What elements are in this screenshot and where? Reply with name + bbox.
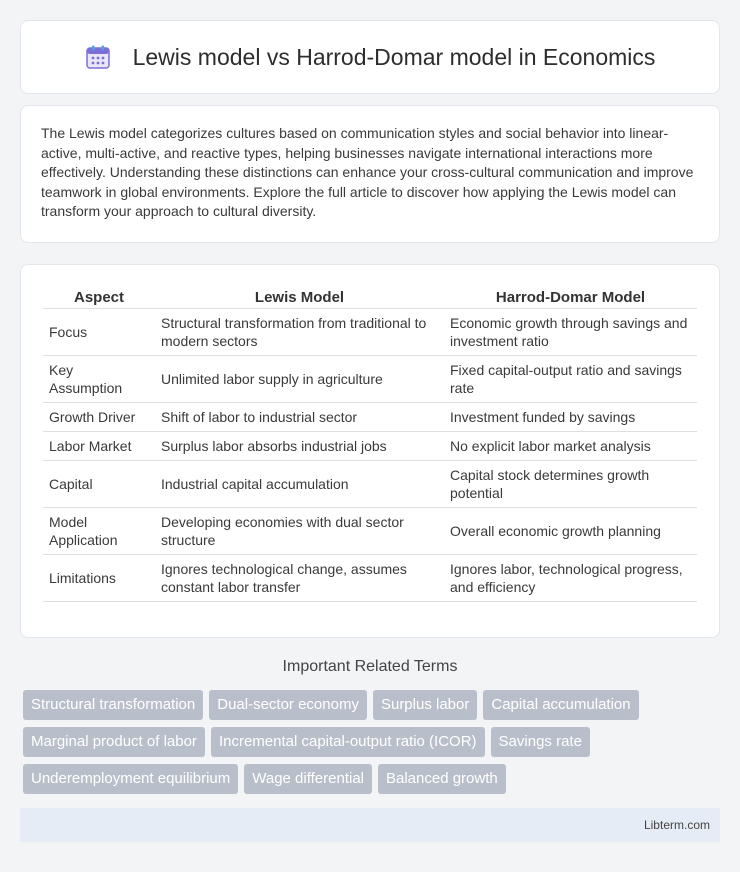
cell-aspect: Capital <box>43 461 155 508</box>
cell-harrod-domar: Economic growth through savings and investment ratio <box>444 309 697 356</box>
cell-aspect: Growth Driver <box>43 403 155 432</box>
footer <box>20 808 720 842</box>
cell-lewis: Developing economies with dual sector structure <box>155 508 444 555</box>
cell-lewis: Shift of labor to industrial sector <box>155 403 444 432</box>
header-harrod-domar: Harrod-Domar Model <box>444 285 697 309</box>
header-card <box>20 20 720 94</box>
cell-lewis: Unlimited labor supply in agriculture <box>155 356 444 403</box>
cell-harrod-domar: No explicit labor market analysis <box>444 432 697 461</box>
page-title: Lewis model vs Harrod-Domar model in Economics <box>132 43 656 70</box>
tag-structural-transformation[interactable]: Structural transformation <box>23 690 203 720</box>
cell-harrod-domar: Capital stock determines growth potential <box>444 461 697 508</box>
table-row <box>43 461 697 508</box>
cell-aspect: Limitations <box>43 555 155 602</box>
header-aspect: Aspect <box>43 285 155 309</box>
table-row <box>43 309 697 356</box>
tag-savings-rate[interactable]: Savings rate <box>491 727 590 757</box>
tag-dual-sector-economy[interactable]: Dual-sector economy <box>209 690 367 720</box>
intro-text: The Lewis model categorizes cultures based on communication styles and social behavior into linear-active, multi-active, and reactive types, helping businesses navigate international interactions more effectively. Understanding these distinctions can enhance your cross-cultural communication and improve teamwork in global environments. Explore the full article to discover how applying the Lewis model can transform your approach to cultural diversity. <box>41 125 694 219</box>
cell-aspect: Focus <box>43 309 155 356</box>
cell-harrod-domar: Overall economic growth planning <box>444 508 697 555</box>
intro-card <box>20 105 720 243</box>
tag-balanced-growth[interactable]: Balanced growth <box>378 764 506 794</box>
calendar-icon <box>85 44 111 70</box>
related-terms-list <box>23 690 723 801</box>
cell-harrod-domar: Fixed capital-output ratio and savings rate <box>444 356 697 403</box>
table-row <box>43 508 697 555</box>
cell-aspect: Key Assumption <box>43 356 155 403</box>
table-row <box>43 555 697 602</box>
cell-lewis: Ignores technological change, assumes constant labor transfer <box>155 555 444 602</box>
table-header-row <box>43 285 697 309</box>
tag-icor[interactable]: Incremental capital-output ratio (ICOR) <box>211 727 485 757</box>
cell-lewis: Surplus labor absorbs industrial jobs <box>155 432 444 461</box>
cell-lewis: Industrial capital accumulation <box>155 461 444 508</box>
comparison-table <box>43 285 697 602</box>
cell-harrod-domar: Investment funded by savings <box>444 403 697 432</box>
tag-underemployment-equilibrium[interactable]: Underemployment equilibrium <box>23 764 238 794</box>
footer-site-link[interactable]: Libterm.com <box>643 818 710 832</box>
comparison-table-card <box>20 264 720 638</box>
table-row <box>43 403 697 432</box>
table-row <box>43 432 697 461</box>
cell-lewis: Structural transformation from traditional to modern sectors <box>155 309 444 356</box>
cell-aspect: Labor Market <box>43 432 155 461</box>
tag-capital-accumulation[interactable]: Capital accumulation <box>483 690 638 720</box>
cell-aspect: Model Application <box>43 508 155 555</box>
table-row <box>43 356 697 403</box>
cell-harrod-domar: Ignores labor, technological progress, and efficiency <box>444 555 697 602</box>
related-terms-title: Important Related Terms <box>282 658 458 675</box>
tag-wage-differential[interactable]: Wage differential <box>244 764 372 794</box>
tag-surplus-labor[interactable]: Surplus labor <box>373 690 477 720</box>
header-lewis: Lewis Model <box>155 285 444 309</box>
tag-marginal-product-of-labor[interactable]: Marginal product of labor <box>23 727 205 757</box>
